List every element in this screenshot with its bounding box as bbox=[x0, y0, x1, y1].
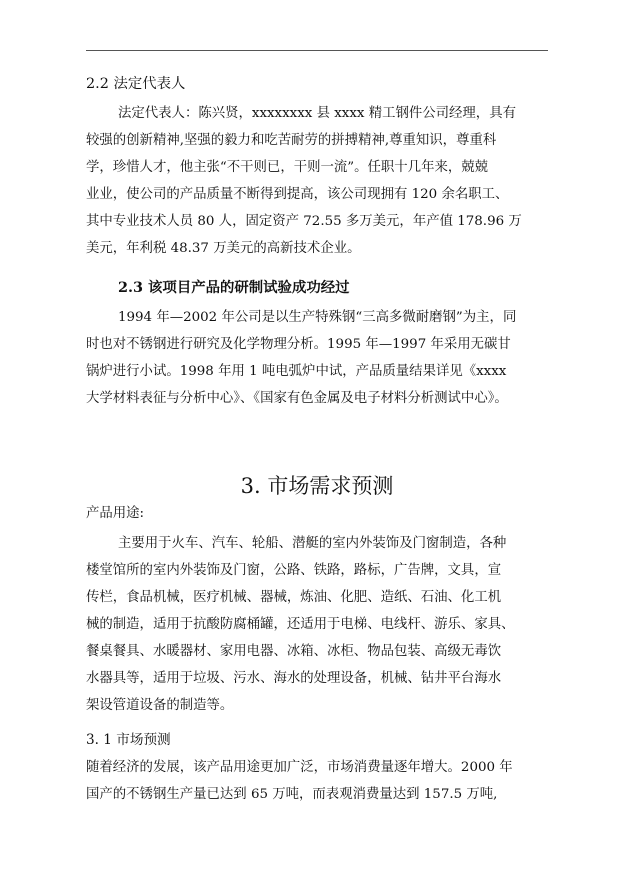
paragraph-line: 锅炉进行小试。1998 年用 1 吨电弧炉中试，产品质量结果详见《xxxx bbox=[86, 364, 507, 379]
section-2-3-heading: 2.3 该项目产品的研制试验成功经过 bbox=[118, 279, 350, 296]
paragraph-line: 械的制造，适用于抗酸防腐桶罐，还适用于电梯、电线杆、游乐、家具、 bbox=[86, 617, 515, 632]
usage-label bbox=[86, 500, 548, 527]
paragraph-line: 业业，使公司的产品质量不断得到提高，该公司现拥有 120 余名职工、 bbox=[86, 187, 509, 202]
paragraph-line: 架设管道设备的制造等。 bbox=[86, 698, 234, 713]
section-2-2-paragraph bbox=[86, 100, 548, 262]
section-2-2-heading: 2.2 法定代表人 bbox=[86, 76, 186, 92]
paragraph-line: 法定代表人：陈兴贤，xxxxxxxx 县 xxxx 精工钢件公司经理，具有 bbox=[118, 106, 516, 121]
paragraph-line: 1994 年—2002 年公司是以生产特殊钢“三高多微耐磨钢”为主，同 bbox=[118, 310, 517, 325]
forecast-paragraph bbox=[86, 754, 548, 808]
paragraph-line: 楼堂馆所的室内外装饰及门窗，公路、铁路，路标，广告牌，文具，宣 bbox=[86, 563, 502, 578]
header-rule bbox=[86, 50, 548, 51]
paragraph-line: 时也对不锈钢进行研究及化学物理分析。1995 年—1997 年采用无碳甘 bbox=[86, 337, 511, 352]
paragraph-line: 水器具等，适用于垃圾、污水、海水的处理设备，机械、钻井平台海水 bbox=[86, 671, 502, 686]
paragraph-line: 主要用于火车、汽车、轮船、潜艇的室内外装饰及门窗制造，各种 bbox=[118, 536, 507, 551]
paragraph-line: 美元，年利税 48.37 万美元的高新技术企业。 bbox=[86, 241, 361, 256]
section-3-heading: 3. 市场需求预测 bbox=[240, 474, 394, 498]
paragraph-line: 国产的不锈钢生产量已达到 65 万吨，而表观消费量达到 157.5 万吨, bbox=[86, 787, 498, 802]
usage-label-text: 产品用途: bbox=[86, 506, 145, 521]
paragraph-line: 学，珍惜人才，他主张“不干则已，干则一流”。任职十几年来，兢兢 bbox=[86, 160, 489, 175]
section-2-3-paragraph bbox=[86, 304, 548, 412]
paragraph-line: 随着经济的发展，该产品用途更加广泛，市场消费量逐年增大。2000 年 bbox=[86, 760, 513, 775]
section-3-1-heading: 3. 1 市场预测 bbox=[86, 732, 171, 748]
paragraph-line: 传栏，食品机械，医疗机械、器械，炼油、化肥、造纸、石油、化工机 bbox=[86, 590, 502, 605]
usage-paragraph bbox=[86, 530, 548, 719]
paragraph-line: 餐桌餐具、水暖器材、家用电器、冰箱、冰柜、物品包装、高级无毒饮 bbox=[86, 644, 502, 659]
paragraph-line: 较强的创新精神,坚强的毅力和吃苦耐劳的拼搏精神,尊重知识，尊重科 bbox=[86, 133, 497, 148]
paragraph-line: 其中专业技术人员 80 人，固定资产 72.55 多万美元，年产值 178.96 万 bbox=[86, 214, 522, 229]
paragraph-line: 大学材料表征与分析中心》、《国家有色金属及电子材料分析测试中心》。 bbox=[86, 391, 508, 406]
